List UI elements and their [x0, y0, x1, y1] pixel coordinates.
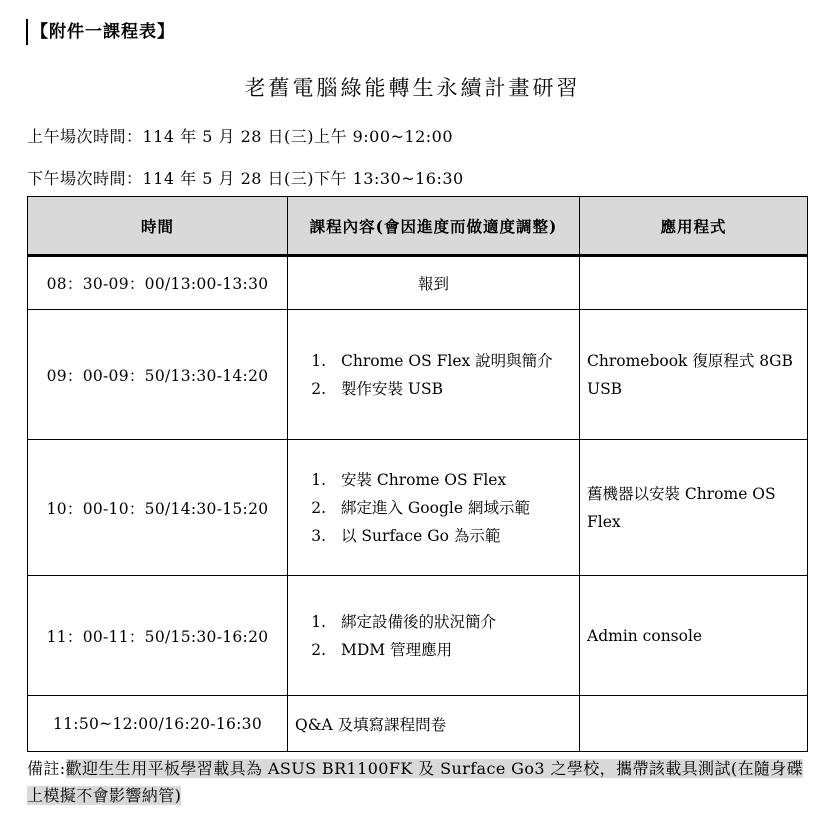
- list-item: 2. 製作安裝 USB: [331, 375, 572, 403]
- table-row: [28, 440, 808, 576]
- row-content: [288, 576, 580, 696]
- morning-session-time: 上午場次時間：114 年 5 月 28 日(三)上午 9:00~12:00: [27, 127, 454, 146]
- row-app: Admin console: [580, 576, 808, 696]
- list-item: 1. 安裝 Chrome OS Flex: [331, 466, 572, 494]
- list-item: 2. MDM 管理應用: [331, 636, 572, 664]
- row-app: Chromebook 復原程式 8GB USB: [580, 310, 808, 440]
- row-content: 報到: [288, 256, 580, 310]
- list-item: 1. 綁定設備後的狀況簡介: [331, 608, 572, 636]
- row-content: [288, 310, 580, 440]
- row-time: 10：00-10：50/14:30-15:20: [28, 440, 288, 576]
- afternoon-session-time: 下午場次時間：114 年 5 月 28 日(三)下午 13:30~16:30: [27, 169, 464, 188]
- footnote-text: 歡迎生生用平板學習載具為 ASUS BR1100FK 及 Surface Go3 之學校，攜帶該載具測試(在隨身碟上模擬不會影響納管): [27, 759, 804, 805]
- document-title: 老舊電腦綠能轉生永續計畫研習: [244, 76, 581, 100]
- row-app: [580, 696, 808, 752]
- footnote-prefix: 備註:: [27, 759, 66, 778]
- header-content: 課程內容(會因進度而做適度調整): [288, 197, 580, 256]
- row-content: Q&A 及填寫課程問卷: [288, 696, 580, 752]
- table-row: [28, 256, 808, 310]
- attachment-label: 【附件一課程表】: [26, 19, 175, 45]
- table-row: [28, 696, 808, 752]
- list-item: 1. Chrome OS Flex 說明與簡介: [331, 347, 572, 375]
- row-time: 11:50~12:00/16:20-16:30: [28, 696, 288, 752]
- row-time: 08：30-09：00/13:00-13:30: [28, 256, 288, 310]
- schedule-table: [27, 196, 808, 752]
- header-time: 時間: [28, 197, 288, 256]
- table-header-row: [28, 197, 808, 256]
- table-row: [28, 310, 808, 440]
- table-row: [28, 576, 808, 696]
- row-app: 舊機器以安裝 Chrome OS Flex: [580, 440, 808, 576]
- row-app: [580, 256, 808, 310]
- list-item: 2. 綁定進入 Google 網域示範: [331, 494, 572, 522]
- list-item: 3. 以 Surface Go 為示範: [331, 522, 572, 550]
- footnote: [27, 755, 812, 809]
- header-app: 應用程式: [580, 197, 808, 256]
- row-content: [288, 440, 580, 576]
- row-time: 11：00-11：50/15:30-16:20: [28, 576, 288, 696]
- row-time: 09：00-09：50/13:30-14:20: [28, 310, 288, 440]
